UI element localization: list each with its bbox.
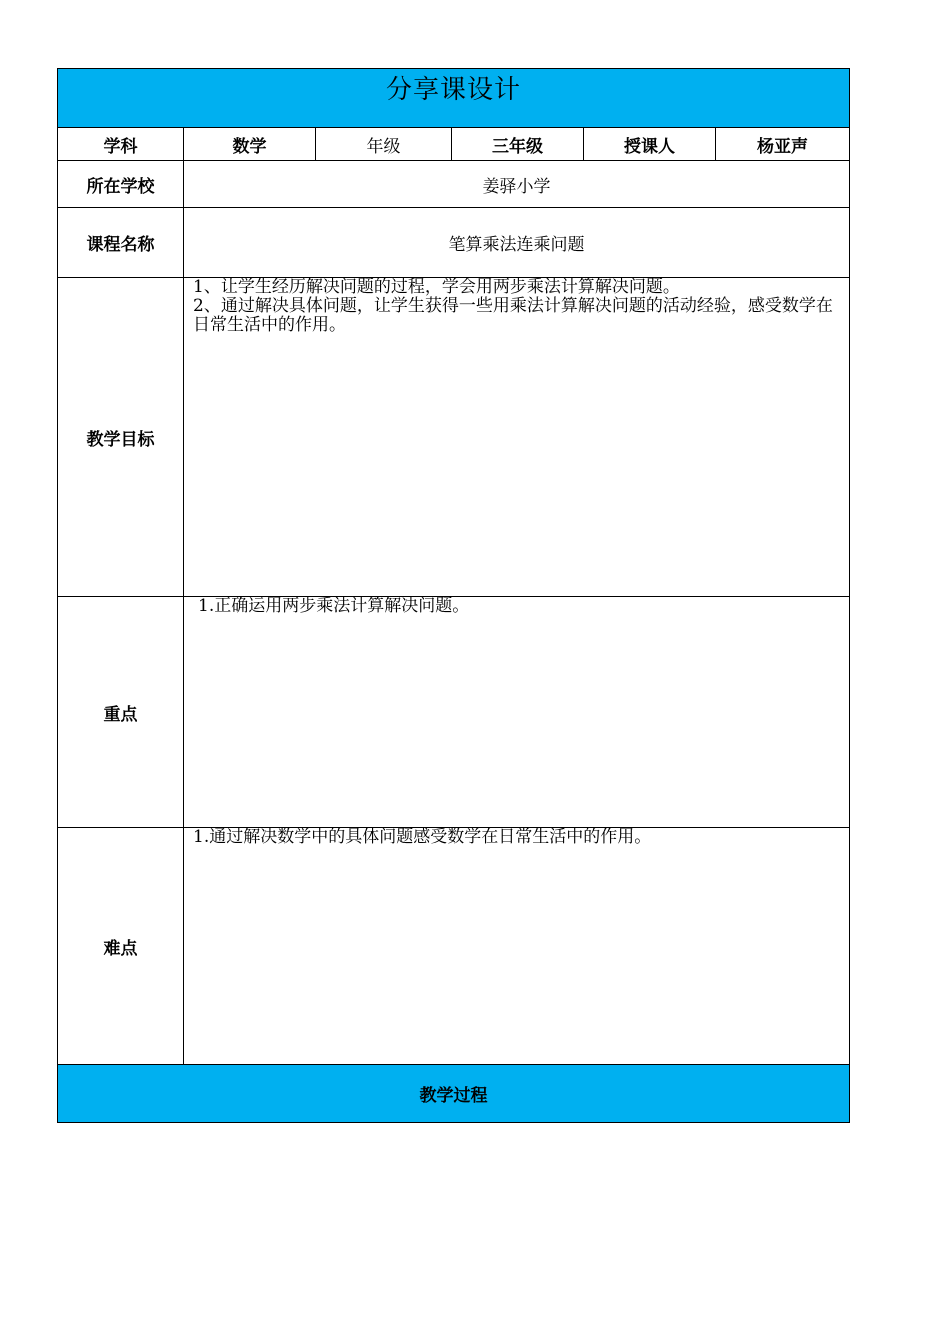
info-row [58, 128, 850, 161]
goal-line-2: 2、通过解决具体问题，让学生获得一些用乘法计算解决问题的活动经验，感受数学在日常生活中的作用。 [193, 296, 833, 335]
goals-content [184, 278, 850, 597]
course-value: 笔算乘法连乘问题 [184, 208, 850, 278]
title-row [58, 69, 850, 128]
difficulties-content [184, 828, 850, 1065]
grade-label: 年级 [316, 128, 452, 161]
difficulties-row [58, 828, 850, 1065]
key-point-line-1: 1.正确运用两步乘法计算解决问题。 [198, 596, 470, 616]
key-points-row [58, 597, 850, 828]
school-label: 所在学校 [58, 161, 184, 208]
title-cell [58, 69, 850, 128]
difficulty-line-1: 1.通过解决数学中的具体问题感受数学在日常生活中的作用。 [193, 827, 652, 847]
subject-label: 学科 [58, 128, 184, 161]
school-row [58, 161, 850, 208]
lesson-plan-sheet [57, 68, 849, 1123]
goals-row [58, 278, 850, 597]
grade-value: 三年级 [452, 128, 584, 161]
school-value: 姜驿小学 [184, 161, 850, 208]
page-title: 分享课设计 [386, 75, 522, 105]
course-label: 课程名称 [58, 208, 184, 278]
key-points-label: 重点 [58, 597, 184, 828]
course-row [58, 208, 850, 278]
process-heading: 教学过程 [58, 1065, 850, 1123]
process-row [58, 1065, 850, 1123]
key-points-content [184, 597, 850, 828]
subject-value: 数学 [184, 128, 316, 161]
goals-label: 教学目标 [58, 278, 184, 597]
difficulties-label: 难点 [58, 828, 184, 1065]
teacher-value: 杨亚声 [716, 128, 850, 161]
teacher-label: 授课人 [584, 128, 716, 161]
lesson-plan-table [57, 68, 850, 1123]
goal-line-1: 1、让学生经历解决问题的过程，学会用两步乘法计算解决问题。 [193, 277, 680, 297]
